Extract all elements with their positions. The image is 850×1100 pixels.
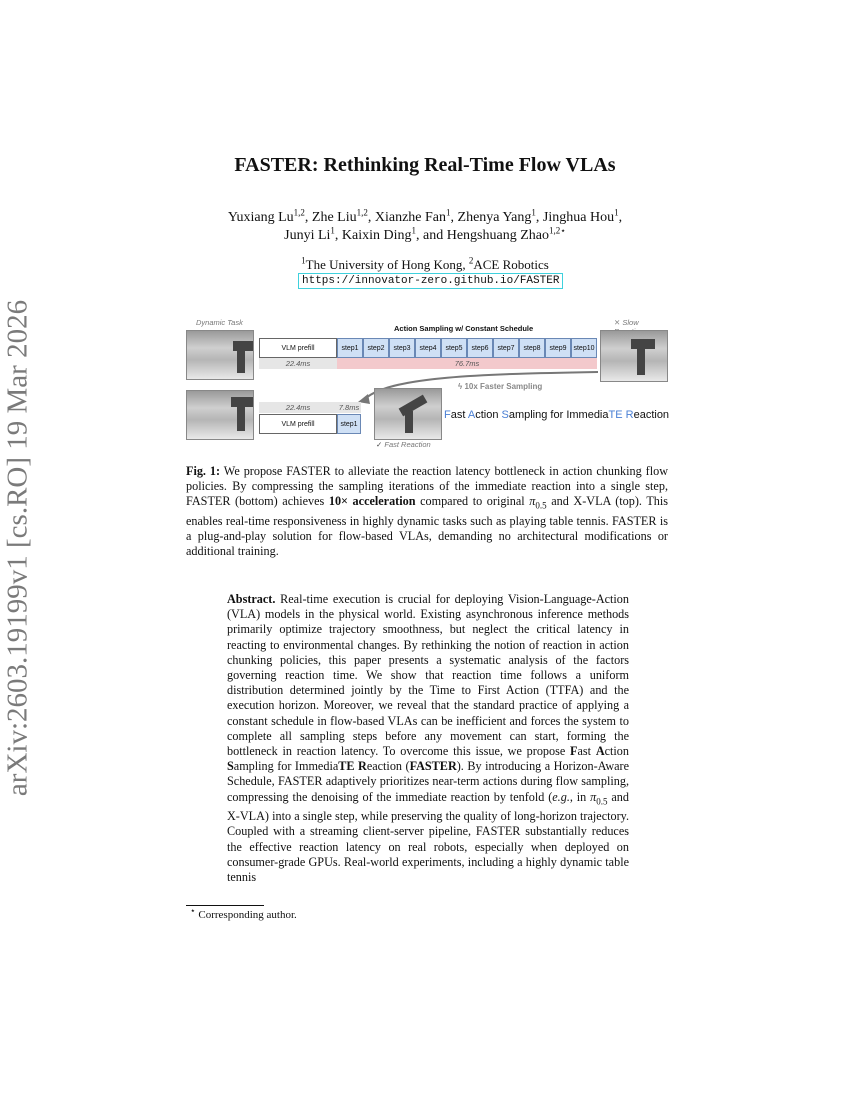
step-box: step3: [389, 338, 415, 358]
caption-label: Fig. 1:: [186, 464, 221, 478]
footnote-mark: ⋆: [190, 905, 196, 916]
lightning-icon: ϟ: [458, 382, 463, 391]
paper-title: FASTER: Rethinking Real-Time Flow VLAs: [234, 154, 616, 176]
step-box: step2: [363, 338, 389, 358]
affiliations: $^1$The University of Hong Kong, $^2$ACE Robotics: [301, 255, 549, 272]
prefill-time-top: 22.4ms: [259, 358, 337, 369]
figure-caption: Fig. 1: We propose FASTER to alleviate the reaction latency bottleneck in action chunking flow policies. By compressing the sampling iterations of the immediate reaction into a single step, FASTER (bottom) achieves 10× acceleration compared to original $\pi_{0.5}$ and X-VLA (top). This enables real-time responsiveness in highly dynamic tasks such as playing table tennis. FASTER is a plug-and-play solution for flow-based VLAs, demanding no architectural modifications or additional training.: [186, 464, 668, 559]
step-box: step1: [337, 338, 363, 358]
dynamic-task-label: Dynamic Task: [196, 318, 243, 327]
step-box: step9: [545, 338, 571, 358]
footnote-text: Corresponding author.: [198, 909, 297, 921]
step-box: step5: [441, 338, 467, 358]
step-box-fast: step1: [337, 414, 361, 434]
faster-acronym-text: Fast Action Sampling for ImmediaTE Reaction: [444, 409, 670, 421]
figure-1: [186, 316, 670, 454]
faster-sampling-label: ϟ 10x Faster Sampling: [458, 382, 543, 391]
step-box: step8: [519, 338, 545, 358]
fast-reaction-label: ✓ Fast Reaction: [376, 440, 431, 449]
sampling-time-slow: 76.7ms: [337, 358, 597, 369]
vlm-prefill-box-top: VLM prefill: [259, 338, 337, 358]
project-url-link[interactable]: https://innovator-zero.github.io/FASTER: [298, 273, 563, 289]
slow-reaction-label: ✕ Slow: [614, 318, 639, 327]
fast-reaction-photo: [374, 388, 442, 440]
vlm-prefill-box-bottom: VLM prefill: [259, 414, 337, 434]
author-list: Yuxiang Lu$^{1,2}$, Zhe Liu$^{1,2}$, Xianzhe Fan$^1$, Zhenya Yang$^1$, Jinghua Hou$^1$, Junyi Li$^1$, Kaixin Ding$^1$, and Hengshuang Zhao$^{1,2⋆}$: [227, 207, 623, 243]
footnote: [190, 905, 297, 921]
sampling-time-fast: 7.8ms: [338, 403, 360, 412]
schedule-title: Action Sampling w/ Constant Schedule: [394, 324, 534, 333]
cross-icon: ✕: [614, 318, 621, 327]
arxiv-identifier: arXiv:2603.19199v1 [cs.RO] 19 Mar 2026: [1, 299, 34, 797]
check-icon: ✓: [376, 440, 383, 449]
footnote-rule: [186, 905, 264, 906]
step-box: step4: [415, 338, 441, 358]
step-box: step6: [467, 338, 493, 358]
abstract: Abstract. Real-time execution is crucial for deploying Vision-Language-Action (VLA) models in the physical world. Existing asynchronous inference methods primarily optimize trajectory smoothness, but neglect the critical latency in reacting to environmental changes. By rethinking the notion of reaction in action chunking policies, this paper presents a systematic analysis of the factors governing reaction time. We show that reaction time follows a uniform distribution determined jointly by the Time to First Action (TTFA) and the execution horizon. Moreover, we reveal that the standard practice of applying a constant schedule in flow-based VLAs can be inefficient and forces the system to complete all sampling steps before any movement can start, forming the bottleneck in reaction latency. To overcome this issue, we propose Fast Action Sampling for ImmediaTE Reaction (FASTER). By introducing a Horizon-Aware Schedule, FASTER adaptively prioritizes near-term actions during flow sampling, compressing the denoising of the immediate reaction by tenfold (e.g., in $\pi_{0.5}$ and X-VLA) into a single step, while preserving the quality of long-horizon trajectory. Coupled with a streaming client-server pipeline, FASTER substantially reduces the effective reaction latency on real robots, especially when deployed on consumer-grade GPUs. Real-world experiments, including a highly dynamic table tennis: [227, 592, 630, 885]
step-box: step10: [571, 338, 597, 358]
abstract-label: Abstract.: [227, 592, 276, 606]
step-box: step7: [493, 338, 519, 358]
prefill-time-bottom: 22.4ms: [259, 402, 337, 413]
